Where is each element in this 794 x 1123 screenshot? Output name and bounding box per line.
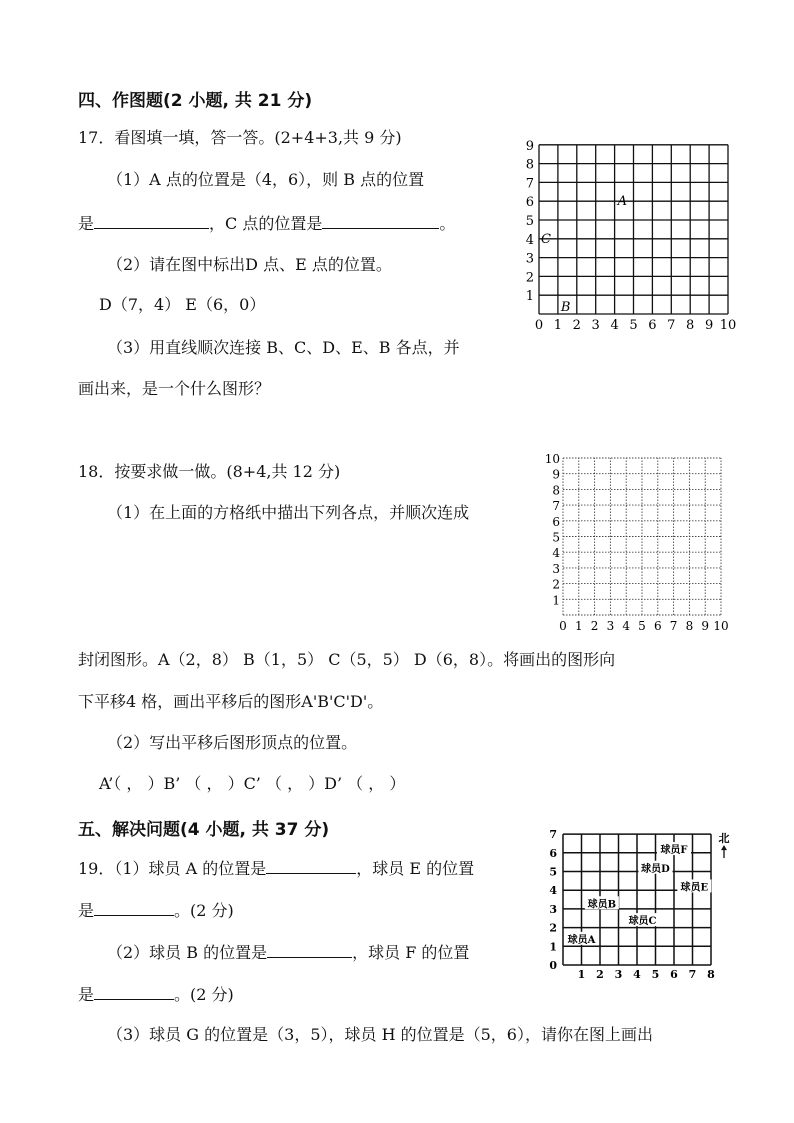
q17-c-label: ，C 点的位置是 [209, 214, 323, 233]
q17-part1-line2 [78, 212, 455, 234]
q19-part1-line2 [78, 899, 234, 921]
player-d-label: 球员D [641, 863, 670, 875]
y-tick-label: 1 [549, 940, 557, 954]
north-label: 北 [718, 832, 730, 846]
x-tick-label: 6 [670, 968, 678, 981]
x-tick-label: 7 [667, 318, 676, 333]
y-tick-label: 6 [525, 195, 534, 211]
x-tick-label: 1 [577, 968, 586, 981]
y-tick-label: 4 [549, 884, 557, 898]
x-tick-label: 2 [596, 968, 604, 981]
x-tick-label: 4 [622, 619, 631, 633]
x-tick-label: 0 [534, 318, 544, 333]
q19-part2-line1 [107, 941, 469, 963]
y-tick-label: 9 [525, 138, 534, 154]
q17-coordinate-grid[interactable] [520, 136, 740, 336]
y-tick-label: 5 [525, 214, 534, 229]
q19-player-a-blank[interactable] [266, 857, 356, 874]
q19-player-e-blank[interactable] [94, 899, 174, 916]
x-tick-label: 2 [590, 619, 599, 633]
player-f-label: 球员F [660, 845, 688, 857]
x-tick-label: 0 [559, 619, 567, 633]
x-tick-label: 1 [553, 318, 563, 333]
x-tick-label: 8 [707, 968, 715, 981]
q19-part1-line1 [78, 857, 474, 879]
q19-player-f-blank[interactable] [94, 983, 174, 1000]
x-tick-label: 3 [591, 318, 600, 333]
section-4-heading: 四、作图题(2 小题, 共 21 分) [78, 91, 313, 111]
y-tick-label: 2 [552, 577, 560, 592]
y-tick-label: 4 [525, 232, 534, 248]
y-tick-label: 8 [552, 483, 560, 498]
q18-part2: （2）写出平移后图形顶点的位置。 [107, 733, 358, 752]
y-tick-label: 1 [525, 289, 534, 305]
x-tick-label: 2 [572, 318, 581, 333]
x-tick-label: 7 [669, 619, 678, 633]
q19-player-grid[interactable] [545, 830, 745, 985]
q18-title: 18．按要求做一做。(8+4,共 12 分) [78, 462, 341, 481]
x-tick-label: 5 [638, 619, 646, 633]
point-b-label: B [560, 300, 571, 315]
player-e-label: 球员E [680, 882, 709, 894]
y-tick-label: 8 [525, 157, 534, 173]
y-tick-label: 5 [549, 865, 557, 879]
y-tick-label: 6 [549, 846, 557, 860]
y-tick-label: 2 [525, 270, 534, 286]
q17-part3-line1: （3）用直线顺次连接 B、C、D、E、B 各点，并 [107, 338, 460, 357]
player-a-label: 球员A [567, 934, 596, 946]
q18-dotted-grid[interactable] [536, 452, 736, 640]
player-b-label: 球员B [587, 899, 617, 911]
q19-b-label: （2）球员 B 的位置是 [107, 943, 268, 962]
y-tick-label: 3 [549, 902, 557, 916]
y-tick-label: 7 [525, 176, 534, 192]
y-tick-label: 7 [549, 830, 557, 842]
q17-is-label: 是 [78, 214, 95, 233]
q18-part1-line1: （1）在上面的方格纸中描出下列各点，并顺次连成 [107, 503, 470, 522]
q19-is-label-1: 是 [78, 901, 95, 920]
q17-part3-line2: 画出来，是一个什么图形？ [78, 379, 271, 398]
q19-a-label: 19．（1）球员 A 的位置是 [78, 859, 267, 878]
q18-translated-positions[interactable]: A’（ ， ）B’ （ ， ）C’ （ ， ）D’ （ ， ） [99, 774, 406, 793]
y-tick-label: 10 [544, 452, 560, 466]
y-tick-label: 2 [549, 921, 557, 935]
x-tick-label: 5 [629, 318, 638, 333]
q19-f-label: ，球员 F 的位置 [352, 943, 470, 962]
x-tick-label: 3 [606, 619, 615, 633]
x-tick-label: 4 [610, 318, 619, 333]
x-tick-label: 10 [719, 318, 737, 333]
q19-part2-line2 [78, 983, 234, 1005]
x-tick-label: 5 [651, 968, 660, 981]
q17-end-mark: 。 [439, 214, 456, 233]
q19-is-label-2: 是 [78, 985, 95, 1004]
y-tick-label: 5 [552, 530, 560, 545]
q19-score-2: 。(2 分) [174, 985, 234, 1004]
x-tick-label: 10 [713, 619, 729, 633]
q17-c-position-blank[interactable] [322, 212, 439, 229]
x-tick-label: 4 [633, 968, 641, 981]
y-tick-label: 4 [552, 546, 560, 561]
player-c-label: 球员C [628, 916, 657, 928]
q18-part1-line3: 下平移4 格，画出平移后的图形A'B'C'D'。 [78, 692, 384, 711]
x-tick-label: 8 [686, 318, 695, 333]
y-tick-label: 3 [525, 251, 534, 267]
x-tick-label: 6 [653, 619, 662, 633]
q17-part1-line1: （1）A 点的位置是（4，6），则 B 点的位置 [107, 170, 425, 189]
x-tick-label: 9 [704, 318, 714, 333]
q19-e-label: ，球员 E 的位置 [356, 859, 475, 878]
q17-part2: （2）请在图中标出D 点、E 点的位置。 [107, 255, 392, 274]
y-tick-label: 3 [552, 561, 560, 576]
point-c-label: C [541, 231, 551, 247]
x-tick-label: 8 [685, 619, 694, 633]
q17-b-position-blank[interactable] [94, 212, 209, 229]
x-tick-label: 3 [614, 968, 623, 981]
section-5-heading: 五、解决问题(4 小题, 共 37 分) [78, 820, 330, 840]
x-tick-label: 1 [574, 619, 583, 633]
q19-score-1: 。(2 分) [174, 901, 234, 920]
y-tick-label: 6 [552, 514, 560, 529]
y-tick-label: 0 [549, 959, 557, 972]
north-arrow-icon [721, 845, 727, 850]
x-tick-label: 9 [701, 619, 710, 633]
q17-title: 17．看图填一填，答一答。(2+4+3,共 9 分) [78, 128, 402, 147]
y-tick-label: 1 [552, 593, 560, 608]
x-tick-label: 7 [688, 968, 697, 981]
x-tick-label: 6 [648, 318, 657, 333]
q17-part2-points: D（7，4） E（6，0） [99, 295, 266, 314]
q19-part3: （3）球员 G 的位置是（3，5），球员 H 的位置是（5，6），请你在图上画出 [107, 1025, 653, 1044]
q18-part1-line2: 封闭图形。A（2，8） B（1，5） C（5，5） D（6，8）。将画出的图形向 [78, 650, 616, 669]
q19-player-b-blank[interactable] [267, 941, 352, 958]
y-tick-label: 7 [552, 499, 560, 514]
y-tick-label: 9 [552, 467, 560, 482]
point-a-label: A [617, 194, 627, 210]
